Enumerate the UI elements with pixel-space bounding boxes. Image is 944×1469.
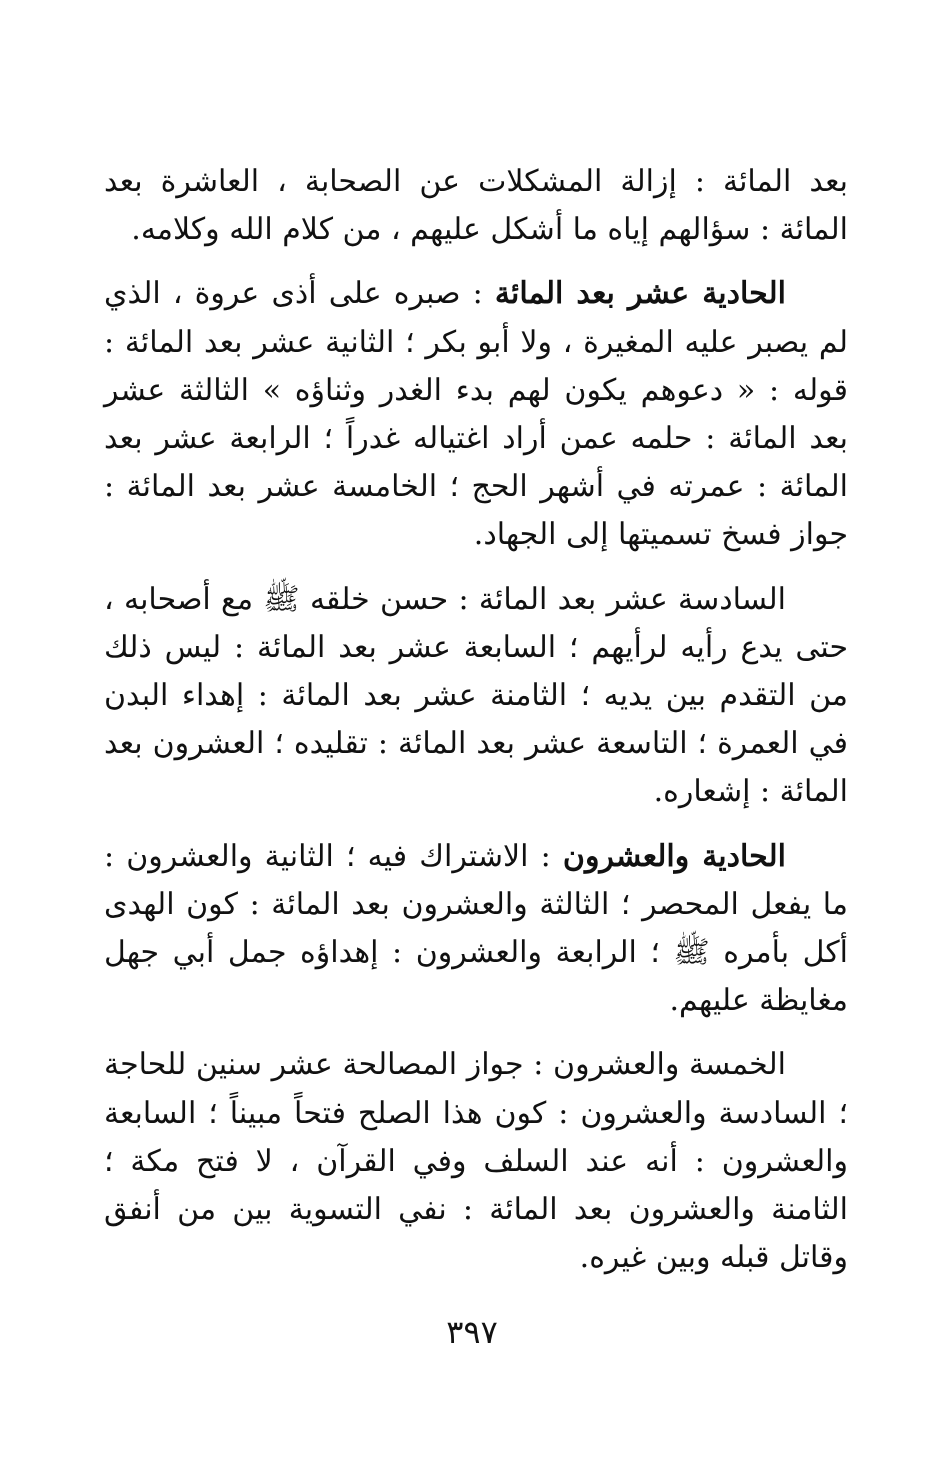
paragraph-text: بعد المائة : إزالة المشكلات عن الصحابة ، العاشرة بعد المائة : سؤالهم إياه ما أشكل عليهم ، من كلام الله وكلامه. (104, 164, 848, 248)
page-number: ٣٩٧ (446, 1313, 498, 1351)
paragraph-lead: الحادية والعشرون (562, 838, 786, 874)
paragraph-lead: الحادية عشر بعد المائة (494, 276, 786, 312)
paragraph-text: السادسة عشر بعد المائة : حسن خلقه ﷺ مع أصحابه ، حتى يدع رأيه لرأيهم ؛ السابعة عشر بعد المائة : ليس ذلك من التقدم بين يديه ؛ الثامنة عشر بعد المائة : إهداء البدن في العمرة ؛ التاسعة عشر بعد المائة : تقليده ؛ العشرون بعد المائة : إشعاره. (104, 581, 848, 810)
paragraph-5 (104, 1041, 848, 1282)
page-body (104, 158, 848, 1298)
paragraph-2 (104, 270, 848, 559)
paragraph-text: الخمسة والعشرون : جواز المصالحة عشر سنين للحاجة ؛ السادسة والعشرون : كون هذا الصلح فتحاً مبيناً ؛ السابعة والعشرون : أنه عند السلف وفي القرآن ، لا فتح مكة ؛ الثامنة والعشرون بعد المائة : نفي التسوية بين من أنفق وقاتل قبله وبين غيره. (104, 1047, 848, 1276)
paragraph-text: : الاشتراك فيه ؛ الثانية والعشرون : ما يفعل المحصر ؛ الثالثة والعشرون بعد المائة : كون الهدى أكل بأمره ﷺ ؛ الرابعة والعشرون : إهداؤه جمل أبي جهل مغايظة عليهم. (104, 838, 848, 1019)
paragraph-1 (104, 158, 848, 254)
paragraph-text: : صبره على أذى عروة ، الذي لم يصبر عليه المغيرة ، ولا أبو بكر ؛ الثانية عشر بعد المائة : قوله : « دعوهم يكون لهم بدء الغدر وثناؤه » الثالثة عشر بعد المائة : حلمه عمن أراد اغتياله غدراً ؛ الرابعة عشر بعد المائة : عمرته في أشهر الحج ؛ الخامسة عشر بعد المائة : جواز فسخ تسميتها إلى الجهاد. (104, 276, 848, 553)
paragraph-3 (104, 576, 848, 817)
paragraph-4 (104, 833, 848, 1026)
